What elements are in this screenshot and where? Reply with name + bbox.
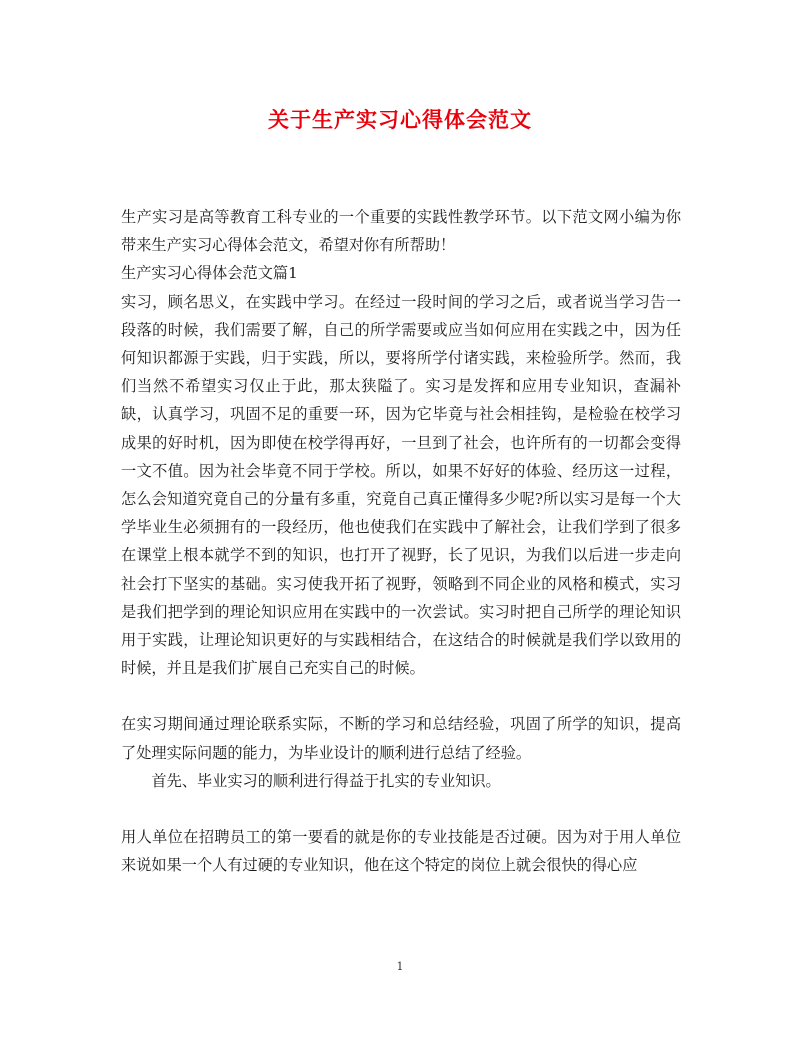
document-body xyxy=(121,203,681,879)
body-paragraph-4: 用人单位在招聘员工的第一要看的就是你的专业技能是否过硬。因为对于用人单位来说如果一个人有过硬的专业知识，他在这个特定的岗位上就会很快的得心应 xyxy=(121,828,681,875)
paragraph-gap xyxy=(121,795,681,823)
document-title: 关于生产实习心得体会范文 xyxy=(268,107,532,132)
body-paragraph-1: 实习，顾名思义，在实践中学习。在经过一段时间的学习之后，或者说当学习告一段落的时候，我们需要了解，自己的所学需要或应当如何应用在实践之中，因为任何知识都源于实践，归于实践，所以，要将所学付诸实践，来检验所学。然而，我们当然不希望实习仅止于此，那太狭隘了。实习是发挥和应用专业知识，查漏补缺，认真学习，巩固不足的重要一环，因为它毕竟与社会相挂钩，是检验在校学习成果的好时机，因为即使在校学得再好，一旦到了社会，也许所有的一切都会变得一文不值。因为社会毕竟不同于学校。所以，如果不好好的体验、经历这一过程，怎么会知道究竟自己的分量有多重，究竟自己真正懂得多少呢?所以实习是每一个大学毕业生必须拥有的一段经历，他也使我们在实践中了解社会，让我们学到了很多在课堂上根本就学不到的知识，也打开了视野，长了见识，为我们以后进一步走向社会打下坚实的基础。实习使我开拓了视野，领略到不同企业的风格和模式，实习是我们把学到的理论知识应用在实践中的一次尝试。实习时把自己所学的理论知识用于实践，让理论知识更好的与实践相结合，在这结合的时候就是我们学以致用的时候，并且是我们扩展自己充实自己的时候。 xyxy=(121,292,681,678)
page-number: 1 xyxy=(396,960,404,973)
body-paragraph-2: 在实习期间通过理论联系实际，不断的学习和总结经验，巩固了所学的知识，提高了处理实际问题的能力，为毕业设计的顺利进行总结了经验。 xyxy=(121,715,681,762)
body-paragraph-3: 首先、毕业实习的顺利进行得益于扎实的专业知识。 xyxy=(151,771,501,790)
section-heading: 生产实习心得体会范文篇1 xyxy=(121,264,298,283)
intro-paragraph: 生产实习是高等教育工科专业的一个重要的实践性教学环节。以下范文网小编为你带来生产实习心得体会范文，希望对你有所帮助！ xyxy=(121,208,681,255)
paragraph-gap xyxy=(121,682,681,710)
